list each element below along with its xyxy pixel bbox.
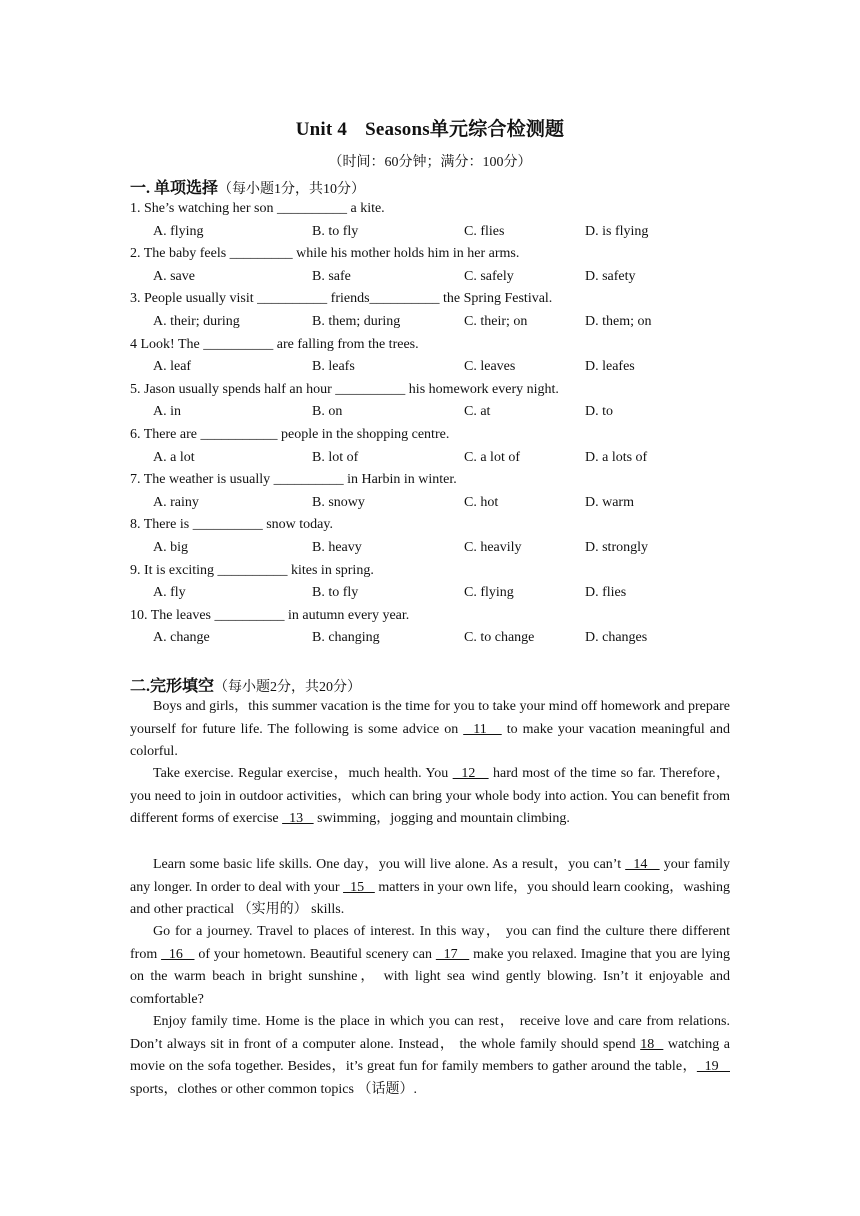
question-3-option-c[interactable]: C. their; on xyxy=(464,314,528,329)
exam-info: （时间：60分钟；满分：100分） xyxy=(328,155,532,170)
section1-note: （每小题1分，共10分） xyxy=(218,182,366,197)
p5-text-c: watching a movie on the sofa together. Besides，it’s great fun for family members to gather around the table， xyxy=(130,1036,731,1075)
blank-12[interactable]: 12 xyxy=(452,766,489,781)
question-5-option-c[interactable]: C. at xyxy=(464,404,491,420)
paragraph-4 xyxy=(130,921,730,1011)
question-2-option-b[interactable]: B. safe xyxy=(312,268,351,284)
question-8-option-a[interactable]: A. big xyxy=(153,540,188,555)
question-10-option-b[interactable]: B. changing xyxy=(312,630,380,646)
p5-text-d: sports，clothes or other common topics （话题）. xyxy=(130,1081,417,1097)
question-5: 5. Jason usually spends half an hour __________ his homework every night. xyxy=(130,381,559,397)
question-4-option-d[interactable]: D. leafes xyxy=(585,359,635,375)
page-title xyxy=(0,114,860,141)
question-7-option-a[interactable]: A. rainy xyxy=(153,494,199,510)
p1-text-c: to make your vacation meaningful and colorful. xyxy=(130,721,730,760)
question-1: 1. She’s watching her son __________ a kite. xyxy=(130,201,385,216)
question-1-option-d[interactable]: D. is flying xyxy=(585,223,649,239)
question-2: 2. The baby feels _________ while his mother holds him in her arms. xyxy=(130,246,520,262)
question-10-option-a[interactable]: A. change xyxy=(153,630,210,646)
question-4-option-b[interactable]: B. leafs xyxy=(312,359,355,375)
paragraph-5 xyxy=(130,1011,730,1101)
p1-text-a: Boys and girls，this summer vacation is the time for you to take your mind off homework and prepare yourself for future life. The following is some advice on xyxy=(130,699,730,737)
blank-15[interactable]: 15 xyxy=(343,879,375,895)
question-7-option-b[interactable]: B. snowy xyxy=(312,494,365,510)
p3-text-c: your family any longer. In order to deal with your xyxy=(130,857,731,895)
question-3-option-b[interactable]: B. them; during xyxy=(312,314,401,329)
p2-text-d: swimming，jogging and mountain climbing. xyxy=(313,811,570,827)
question-5-option-d[interactable]: D. to xyxy=(585,404,613,420)
question-6-option-d[interactable]: D. a lots of xyxy=(585,449,648,465)
question-1-option-a[interactable]: A. flying xyxy=(153,223,204,239)
question-9-option-b[interactable]: B. to fly xyxy=(312,585,359,601)
question-7-option-c[interactable]: C. hot xyxy=(464,494,499,510)
p4-text-a: Go for a journey. Travel to places of interest. In this way， you can find the culture there different from xyxy=(130,924,730,962)
question-6: 6. There are ___________ people in the shopping centre. xyxy=(130,427,450,442)
paragraph-2 xyxy=(130,763,730,831)
p3-text-d: matters in your own life，you should learn cooking，washing and other practical （实用的） skills. xyxy=(130,879,731,918)
question-9-option-a[interactable]: A. fly xyxy=(153,585,186,601)
p3-text-a: Learn some basic life skills. One day，you will live alone. As a result，you can’t xyxy=(153,857,626,872)
title-unit: Unit 4 xyxy=(295,119,348,140)
question-7: 7. The weather is usually __________ in Harbin in winter. xyxy=(130,472,457,488)
question-6-option-c[interactable]: C. a lot of xyxy=(464,449,520,465)
section2-note: （每小题2分，共20分） xyxy=(214,680,362,695)
title-rest: Seasons单元综合检测题 xyxy=(365,119,565,140)
question-2-option-d[interactable]: D. safety xyxy=(585,268,636,284)
blank-14[interactable]: 14 xyxy=(625,857,660,872)
question-5-option-b[interactable]: B. on xyxy=(312,404,343,420)
question-10-option-c[interactable]: C. to change xyxy=(464,630,535,646)
blank-18[interactable]: 18 xyxy=(640,1036,664,1052)
question-3-option-a[interactable]: A. their; during xyxy=(153,314,240,329)
question-9-option-c[interactable]: C. flying xyxy=(464,585,514,601)
blank-17[interactable]: 17 xyxy=(435,946,470,962)
question-8-option-c[interactable]: C. heavily xyxy=(464,540,522,555)
question-2-option-c[interactable]: C. safely xyxy=(464,268,514,284)
section2-title: 二.完形填空 xyxy=(130,678,215,695)
question-9: 9. It is exciting __________ kites in spring. xyxy=(130,562,374,578)
paragraph-3 xyxy=(130,854,730,922)
question-10: 10. The leaves __________ in autumn every year. xyxy=(130,607,410,623)
question-1-option-c[interactable]: C. flies xyxy=(464,223,505,239)
question-1-option-b[interactable]: B. to fly xyxy=(312,223,359,239)
blank-19[interactable]: 19 xyxy=(696,1059,730,1075)
p2-text-c: hard most of the time so far. Therefore，you need to join in outdoor activities，which can bring your whole body into action. You can benefit from different forms of exercise xyxy=(130,766,731,827)
question-10-option-d[interactable]: D. changes xyxy=(585,630,648,646)
question-2-option-a[interactable]: A. save xyxy=(153,268,195,284)
question-7-option-d[interactable]: D. warm xyxy=(585,494,634,510)
p4-text-d: make you relaxed. Imagine that you are lying on the warm beach in bright sunshine， with light sea wind gently blowing. Isn’t it enjoyable and comfortable? xyxy=(130,946,730,1007)
question-3-option-d[interactable]: D. them; on xyxy=(585,314,652,329)
p2-text-a: Take exercise. Regular exercise，much health. You xyxy=(153,766,453,781)
paragraph-1 xyxy=(130,696,730,764)
question-8-option-d[interactable]: D. strongly xyxy=(585,540,648,555)
section1-heading xyxy=(130,175,365,198)
p5-text-a: Enjoy family time. Home is the place in which you can rest， receive love and care from relations. Don’t always sit in front of a computer alone. Instead， the whole family should spend xyxy=(130,1014,730,1052)
question-6-option-a[interactable]: A. a lot xyxy=(153,449,195,465)
question-6-option-b[interactable]: B. lot of xyxy=(312,449,359,465)
question-4-option-c[interactable]: C. leaves xyxy=(464,359,516,375)
section1-title: 一. 单项选择 xyxy=(130,180,219,197)
question-5-option-a[interactable]: A. in xyxy=(153,404,181,420)
question-8-option-b[interactable]: B. heavy xyxy=(312,540,362,555)
section2-heading xyxy=(130,673,361,696)
blank-13[interactable]: 13 xyxy=(282,811,314,827)
blank-11[interactable]: 11 xyxy=(463,721,502,737)
question-4-option-a[interactable]: A. leaf xyxy=(153,359,192,375)
question-9-option-d[interactable]: D. flies xyxy=(585,585,627,601)
question-8: 8. There is __________ snow today. xyxy=(130,517,333,533)
blank-16[interactable]: 16 xyxy=(161,946,195,962)
question-3: 3. People usually visit __________ friends__________ the Spring Festival. xyxy=(130,291,553,307)
question-4: 4 Look! The __________ are falling from the trees. xyxy=(130,336,419,352)
p4-text-c: of your hometown. Beautiful scenery can xyxy=(194,946,436,962)
